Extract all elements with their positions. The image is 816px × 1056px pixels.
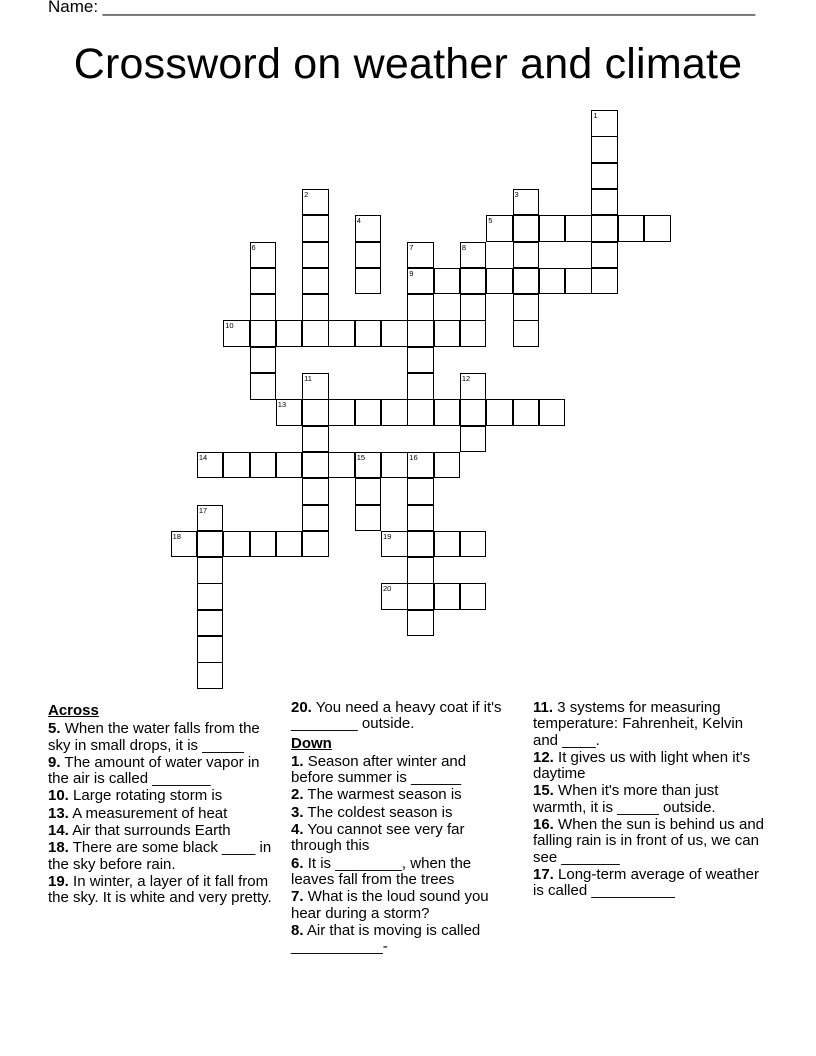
- crossword-cell[interactable]: [513, 320, 540, 347]
- crossword-cell[interactable]: [460, 583, 487, 610]
- crossword-cell[interactable]: [250, 452, 277, 479]
- clue-text: When it's more than just warmth, it is _____ outside.: [533, 782, 719, 816]
- crossword-cell[interactable]: [460, 531, 487, 558]
- crossword-cell[interactable]: [591, 215, 618, 242]
- crossword-cell[interactable]: [250, 373, 277, 400]
- clue-number: 19.: [48, 872, 69, 890]
- crossword-cell[interactable]: [460, 242, 487, 269]
- clue-item: [291, 923, 511, 956]
- clue-column-1: [48, 700, 280, 908]
- clue-text: It gives us with light when it's daytime: [533, 748, 751, 783]
- crossword-cell[interactable]: [591, 268, 618, 295]
- crossword-cell[interactable]: [407, 452, 434, 479]
- crossword-cell[interactable]: [407, 373, 434, 400]
- crossword-cell[interactable]: [513, 399, 540, 426]
- cell-number: 12: [461, 374, 471, 383]
- cell-number: 17: [198, 505, 208, 515]
- cell-number: 15: [356, 452, 366, 462]
- crossword-cell[interactable]: [618, 215, 645, 242]
- crossword-cell[interactable]: [591, 110, 618, 137]
- crossword-cell[interactable]: [223, 452, 250, 479]
- crossword-cell[interactable]: [250, 347, 277, 374]
- crossword-cell[interactable]: [302, 215, 329, 242]
- crossword-cell[interactable]: [355, 215, 382, 242]
- crossword-cell[interactable]: [460, 373, 487, 400]
- crossword-cell[interactable]: [197, 505, 224, 532]
- clue-number: 5.: [48, 720, 61, 738]
- crossword-cell[interactable]: [171, 531, 198, 558]
- clue-number: 9.: [48, 753, 61, 771]
- crossword-cell[interactable]: [302, 294, 329, 321]
- cell-number: 7: [409, 242, 414, 252]
- crossword-cell[interactable]: [355, 399, 382, 426]
- crossword-cell[interactable]: [197, 531, 224, 558]
- clue-item: [533, 750, 765, 783]
- clue-item: [48, 755, 280, 788]
- clue-item: [291, 787, 511, 803]
- crossword-cell[interactable]: [223, 531, 250, 558]
- crossword-cell[interactable]: [302, 478, 329, 505]
- clue-text: Long-term average of weather is called __________: [533, 865, 759, 900]
- crossword-cell[interactable]: [460, 426, 487, 453]
- crossword-cell[interactable]: [250, 294, 277, 321]
- crossword-cell[interactable]: [513, 268, 540, 295]
- crossword-cell[interactable]: [328, 452, 355, 479]
- clue-number: 16.: [533, 816, 554, 834]
- crossword-cell[interactable]: [381, 452, 408, 479]
- crossword-cell[interactable]: [250, 242, 277, 269]
- crossword-cell[interactable]: [197, 662, 224, 689]
- crossword-cell[interactable]: [381, 320, 408, 347]
- crossword-cell[interactable]: [460, 399, 487, 426]
- crossword-cell[interactable]: [407, 505, 434, 532]
- clue-item: [291, 805, 511, 821]
- crossword-cell[interactable]: [486, 268, 513, 295]
- clue-text: A measurement of heat: [72, 804, 228, 822]
- clue-number: 2.: [291, 786, 304, 804]
- crossword-cell[interactable]: [644, 215, 671, 242]
- crossword-cell[interactable]: [407, 478, 434, 505]
- crossword-cell[interactable]: [591, 242, 618, 269]
- cell-number: 14: [198, 452, 208, 462]
- crossword-cell[interactable]: [513, 242, 540, 269]
- crossword-cell[interactable]: [434, 452, 461, 479]
- cell-number: 10: [225, 321, 234, 331]
- clue-item: [48, 840, 280, 873]
- crossword-cell[interactable]: [407, 557, 434, 584]
- crossword-cell[interactable]: [276, 452, 303, 479]
- crossword-cell[interactable]: [197, 452, 224, 479]
- clue-text: There are some black ____ in the sky before rain.: [48, 839, 272, 873]
- clue-text: In winter, a layer of it fall from the sky. It is white and very pretty.: [48, 872, 272, 907]
- cell-number: 18: [172, 531, 181, 541]
- crossword-cell[interactable]: [407, 531, 434, 558]
- crossword-cell[interactable]: [513, 189, 540, 216]
- crossword-cell[interactable]: [276, 531, 303, 558]
- crossword-cell[interactable]: [381, 399, 408, 426]
- crossword-cell[interactable]: [486, 399, 513, 426]
- clue-item: [533, 783, 765, 816]
- clue-item: [533, 700, 765, 749]
- crossword-cell[interactable]: [328, 399, 355, 426]
- clue-item: [291, 856, 511, 889]
- clue-item: [533, 817, 765, 866]
- crossword-cell[interactable]: [407, 242, 434, 269]
- cell-number: 20: [383, 584, 392, 594]
- crossword-cell[interactable]: [407, 268, 434, 295]
- cell-number: 9: [409, 268, 414, 278]
- section-heading-across: Across: [48, 702, 99, 719]
- crossword-cell[interactable]: [302, 189, 329, 216]
- crossword-cell[interactable]: [197, 610, 224, 637]
- crossword-cell[interactable]: [565, 215, 592, 242]
- cell-number: 11: [304, 374, 312, 383]
- clue-item: [291, 822, 511, 855]
- clue-number: 6.: [291, 854, 304, 872]
- crossword-cell[interactable]: [407, 399, 434, 426]
- crossword-cell[interactable]: [407, 583, 434, 610]
- clue-text: Large rotating storm is: [73, 787, 223, 805]
- crossword-cell[interactable]: [381, 531, 408, 558]
- cell-number: 5: [488, 216, 493, 226]
- clue-text: The coldest season is: [307, 803, 453, 821]
- crossword-cell[interactable]: [434, 399, 461, 426]
- crossword-cell[interactable]: [355, 478, 382, 505]
- cell-number: 6: [251, 242, 256, 252]
- cell-number: 2: [304, 189, 309, 199]
- cell-number: 13: [277, 400, 287, 410]
- cell-number: 16: [409, 452, 418, 462]
- clue-number: 12.: [533, 748, 554, 766]
- crossword-cell[interactable]: [197, 636, 224, 663]
- clue-number: 10.: [48, 787, 69, 805]
- cell-number: 1: [593, 111, 598, 120]
- clue-text: Air that surrounds Earth: [72, 822, 231, 840]
- crossword-cell[interactable]: [302, 531, 329, 558]
- crossword-cell[interactable]: [302, 268, 329, 295]
- clue-item: [48, 788, 280, 804]
- clue-item: [48, 721, 280, 754]
- clue-item: [533, 867, 765, 900]
- crossword-cell[interactable]: [250, 320, 277, 347]
- cell-number: 8: [461, 242, 467, 252]
- clue-text: When the sun is behind us and falling rain is in front of us, we can see _______: [533, 816, 765, 866]
- clue-item: [48, 806, 280, 822]
- clue-text: Season after winter and before summer is ______: [291, 752, 467, 787]
- clue-number: 20.: [291, 699, 312, 716]
- clue-column-3: [533, 700, 765, 901]
- crossword-cell[interactable]: [381, 583, 408, 610]
- clue-item: [291, 889, 511, 922]
- crossword-cell[interactable]: [276, 320, 303, 347]
- clue-text: You cannot see very far through this: [291, 821, 465, 855]
- clue-item: [48, 874, 280, 907]
- crossword-cell[interactable]: [460, 294, 487, 321]
- crossword-cell[interactable]: [302, 426, 329, 453]
- clue-number: 15.: [533, 782, 554, 800]
- crossword-cell[interactable]: [302, 373, 329, 400]
- clue-number: 3.: [291, 803, 304, 821]
- clue-text: You need a heavy coat if it's ________ outside.: [291, 699, 502, 733]
- cell-number: 19: [383, 531, 392, 541]
- crossword-cell[interactable]: [486, 215, 513, 242]
- crossword-cell[interactable]: [565, 268, 592, 295]
- clue-number: 18.: [48, 839, 69, 857]
- crossword-cell[interactable]: [407, 610, 434, 637]
- clue-text: The amount of water vapor in the air is called _______: [48, 753, 260, 788]
- name-field[interactable]: Name: _____________________________________________________________________: [48, 0, 756, 16]
- clue-number: 14.: [48, 822, 69, 840]
- crossword-cell[interactable]: [460, 320, 487, 347]
- crossword-cell[interactable]: [355, 505, 382, 532]
- clue-column-2: [291, 700, 511, 956]
- clue-text: The warmest season is: [307, 786, 462, 804]
- crossword-cell[interactable]: [302, 505, 329, 532]
- crossword-cell[interactable]: [539, 215, 566, 242]
- crossword-cell[interactable]: [223, 320, 250, 347]
- clue-text: What is the loud sound you hear during a storm?: [291, 888, 489, 922]
- crossword-cell[interactable]: [302, 452, 329, 479]
- crossword-cell[interactable]: [407, 347, 434, 374]
- cell-number: 4: [356, 216, 361, 226]
- clue-number: 4.: [291, 821, 304, 839]
- clue-item: [291, 754, 511, 787]
- crossword-cell[interactable]: [197, 557, 224, 584]
- crossword-cell[interactable]: [434, 320, 461, 347]
- crossword-cell[interactable]: [276, 399, 303, 426]
- crossword-cell[interactable]: [355, 452, 382, 479]
- crossword-cell[interactable]: [434, 268, 461, 295]
- clue-text: When the water falls from the sky in small drops, it is _____: [48, 720, 260, 754]
- crossword-cell[interactable]: [591, 189, 618, 216]
- crossword-cell[interactable]: [302, 399, 329, 426]
- crossword-cell[interactable]: [250, 268, 277, 295]
- clue-number: 8.: [291, 921, 304, 939]
- clue-number: 1.: [291, 752, 304, 770]
- clue-text: 3 systems for measuring temperature: Fahrenheit, Kelvin and ____.: [533, 699, 744, 749]
- clue-number: 17.: [533, 865, 554, 883]
- crossword-cell[interactable]: [434, 583, 461, 610]
- crossword-cell[interactable]: [250, 531, 277, 558]
- crossword-cell[interactable]: [302, 242, 329, 269]
- clue-text: Air that is moving is called ___________-: [291, 921, 481, 956]
- crossword-cell[interactable]: [591, 136, 618, 163]
- crossword-cell[interactable]: [355, 268, 382, 295]
- clue-number: 13.: [48, 804, 69, 822]
- crossword-cell[interactable]: [513, 294, 540, 321]
- clue-item: [291, 700, 511, 733]
- cell-number: 3: [514, 189, 519, 199]
- crossword-cell[interactable]: [407, 294, 434, 321]
- crossword-cell[interactable]: [355, 242, 382, 269]
- crossword-cell[interactable]: [328, 320, 355, 347]
- clue-number: 11.: [533, 699, 554, 716]
- crossword-cell[interactable]: [302, 320, 329, 347]
- crossword-cell[interactable]: [460, 268, 487, 295]
- crossword-cell[interactable]: [197, 583, 224, 610]
- crossword-cell[interactable]: [539, 399, 566, 426]
- crossword-cell[interactable]: [539, 268, 566, 295]
- page-title: Crossword on weather and climate: [73, 40, 743, 88]
- clue-item: [48, 823, 280, 839]
- crossword-cell[interactable]: [355, 320, 382, 347]
- crossword-cell[interactable]: [434, 531, 461, 558]
- clue-number: 7.: [291, 888, 304, 906]
- section-heading-down: Down: [291, 734, 332, 752]
- clue-text: It is ________, when the leaves fall from the trees: [291, 854, 472, 888]
- crossword-cell[interactable]: [591, 163, 618, 190]
- crossword-cell[interactable]: [513, 215, 540, 242]
- crossword-cell[interactable]: [407, 320, 434, 347]
